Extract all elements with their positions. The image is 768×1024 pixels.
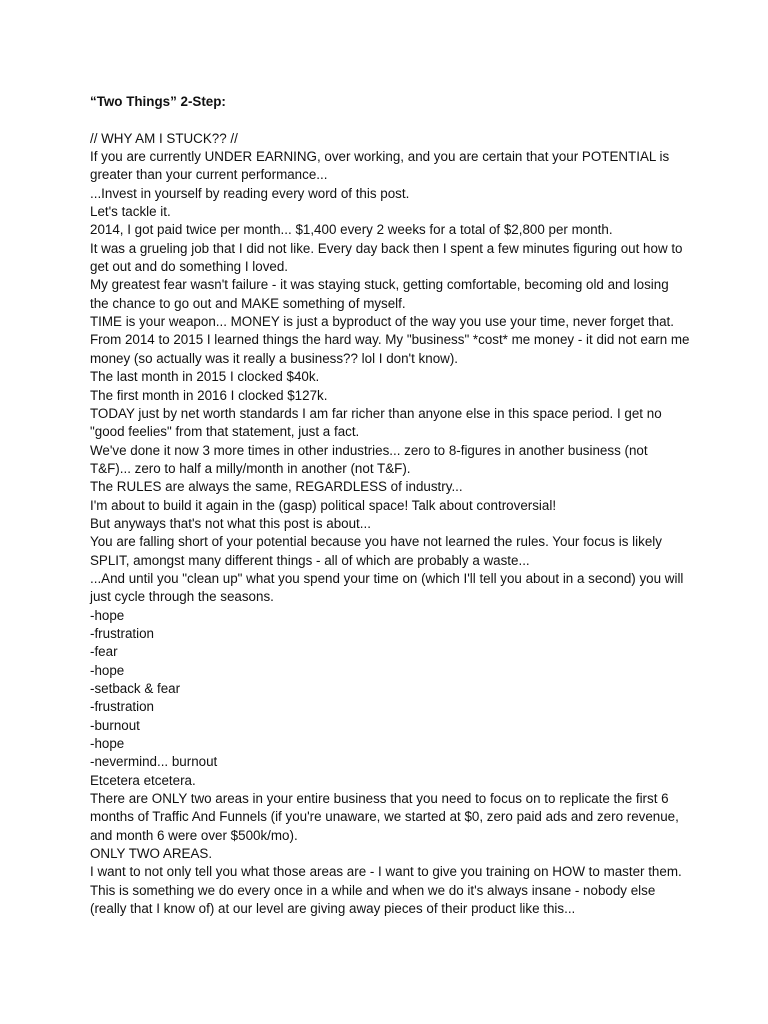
body-line: ONLY TWO AREAS.	[90, 846, 213, 862]
body-line: From 2014 to 2015 I learned things the hard way. My "business" *cost* me money - it did not earn me money (so actually was it really a business?? lol I don't know).	[90, 332, 690, 366]
body-line: // WHY AM I STUCK?? //	[90, 130, 238, 146]
body-line: -hope	[90, 607, 125, 623]
document-page	[90, 93, 690, 918]
body-line: If you are currently UNDER EARNING, over working, and you are certain that your POTENTIAL is greater than your current performance...	[90, 149, 670, 183]
body-line: Etcetera etcetera.	[90, 772, 196, 788]
body-line: The first month in 2016 I clocked $127k.	[90, 387, 328, 403]
body-line: Let's tackle it.	[90, 204, 171, 220]
body-line: We've done it now 3 more times in other industries... zero to 8-figures in another business (not T&F)... zero to half a milly/month in another (not T&F).	[90, 442, 648, 476]
body-line: You are falling short of your potential because you have not learned the rules. Your focus is likely SPLIT, amongst many different things - all of which are probably a waste...	[90, 534, 662, 568]
body-line: 2014, I got paid twice per month... $1,400 every 2 weeks for a total of $2,800 per month.	[90, 222, 613, 238]
body-line: -frustration	[90, 625, 154, 641]
body-line: -hope	[90, 662, 125, 678]
body-line: The RULES are always the same, REGARDLESS of industry...	[90, 479, 463, 495]
body-line: I want to not only tell you what those areas are - I want to give you training on HOW to master them. This is something we do every once in a while and when we do it's always insane - nobody else (really that I know of) at our level are giving away pieces of their product like this...	[90, 864, 682, 917]
body-line: ...And until you "clean up" what you spend your time on (which I'll tell you about in a second) you will just cycle through the seasons.	[90, 570, 684, 605]
body-line: -burnout	[90, 717, 140, 733]
body-line: -fear	[90, 644, 118, 660]
document-title: “Two Things” 2-Step:	[90, 94, 226, 109]
body-line: -frustration	[90, 699, 154, 715]
body-line: -hope	[90, 736, 125, 752]
body-line: But anyways that's not what this post is about...	[90, 515, 371, 531]
body-line: TODAY just by net worth standards I am far richer than anyone else in this space period. I get no "good feelies" from that statement, just a fact.	[90, 405, 662, 440]
body-line: My greatest fear wasn't failure - it was staying stuck, getting comfortable, becoming old and losing the chance to go out and MAKE something of myself.	[90, 277, 669, 311]
body-line: There are ONLY two areas in your entire business that you need to focus on to replicate the first 6 months of Traffic And Funnels (if you're unaware, we started at $0, zero paid ads and zero revenue, and month 6 were over $500k/mo).	[90, 791, 679, 843]
blank-line	[90, 111, 690, 129]
body-line: TIME is your weapon... MONEY is just a byproduct of the way you use your time, never forget that.	[90, 314, 674, 330]
body-line: ...Invest in yourself by reading every word of this post.	[90, 185, 410, 201]
body-line: The last month in 2015 I clocked $40k.	[90, 369, 320, 385]
body-line: I'm about to build it again in the (gasp) political space! Talk about controversial!	[90, 497, 557, 513]
body-line: -nevermind... burnout	[90, 754, 218, 770]
document-body	[90, 130, 690, 919]
body-line: -setback & fear	[90, 681, 181, 696]
body-line: It was a grueling job that I did not like. Every day back then I spent a few minutes figuring out how to get out and do something I loved.	[90, 240, 683, 275]
